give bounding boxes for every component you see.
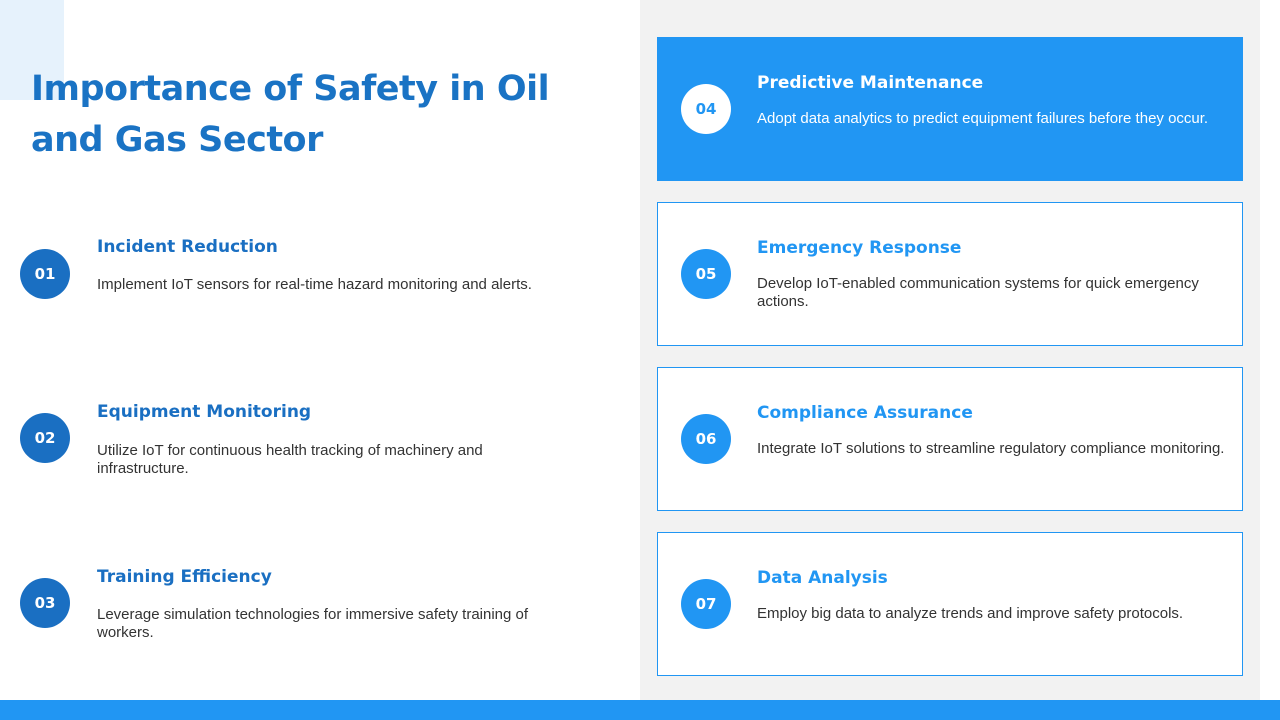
step-number-badge: 05 (681, 249, 731, 299)
card-emergency-response (657, 202, 1243, 346)
card-title: Predictive Maintenance (757, 73, 984, 93)
card-predictive-maintenance (657, 37, 1243, 181)
step-number-badge: 03 (20, 578, 70, 628)
card-title: Compliance Assurance (757, 403, 973, 423)
card-description: Adopt data analytics to predict equipment failures before they occur. (757, 110, 1209, 127)
item-description: Implement IoT sensors for real-time hazard monitoring and alerts. (97, 276, 532, 293)
step-number-badge: 04 (681, 84, 731, 134)
step-number-badge: 07 (681, 579, 731, 629)
card-title: Data Analysis (757, 568, 888, 588)
page-title: Importance of Safety in Oil and Gas Sector (31, 69, 550, 160)
item-title: Training Efficiency (97, 567, 272, 587)
card-data-analysis (657, 532, 1243, 676)
item-title: Equipment Monitoring (97, 402, 312, 422)
item-title: Incident Reduction (97, 237, 278, 257)
step-number-badge: 06 (681, 414, 731, 464)
step-number-badge: 02 (20, 413, 70, 463)
bottom-accent-bar (0, 700, 1280, 720)
item-description: Leverage simulation technologies for immersive safety training of workers. (97, 606, 529, 641)
card-title: Emergency Response (757, 238, 962, 258)
card-description: Develop IoT-enabled communication systems for quick emergency actions. (757, 275, 1199, 310)
item-description: Utilize IoT for continuous health tracking of machinery and infrastructure. (97, 442, 483, 477)
card-compliance-assurance (657, 367, 1243, 511)
card-description: Employ big data to analyze trends and improve safety protocols. (757, 605, 1184, 622)
card-description: Integrate IoT solutions to streamline regulatory compliance monitoring. (757, 440, 1225, 457)
step-number-badge: 01 (20, 249, 70, 299)
